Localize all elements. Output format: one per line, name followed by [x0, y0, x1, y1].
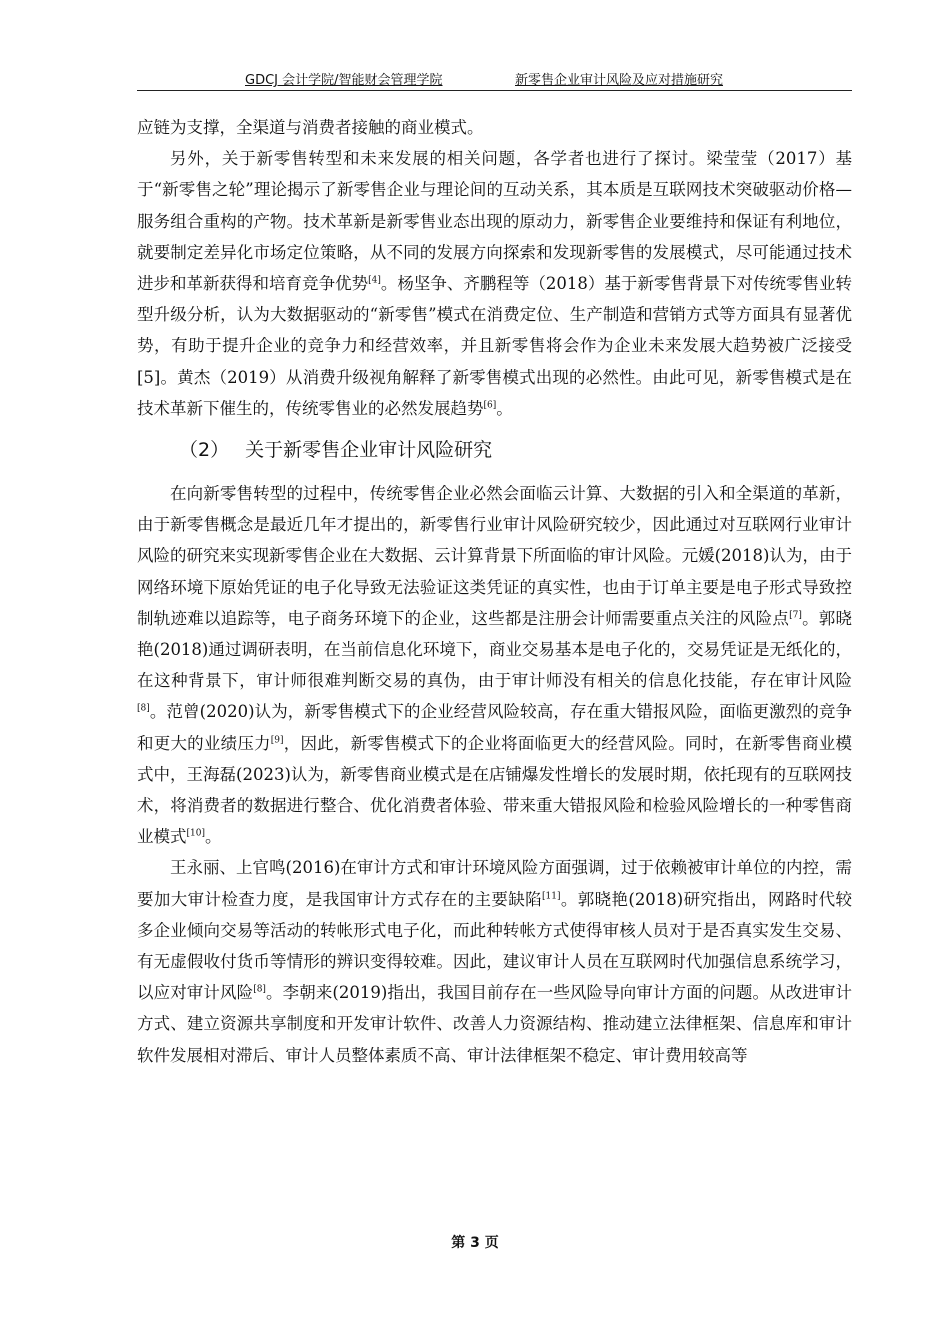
citation-10: [10]: [186, 828, 205, 839]
citation-6: [6]: [483, 400, 497, 411]
citation-11: [11]: [542, 891, 561, 902]
section-heading-number: （2）: [179, 439, 230, 462]
paragraph-3-text-2: 。郭晓艳(2018)通过调研表明，在当前信息化环境下，商业交易基本是电子化的，交易凭证是无纸化的，在这种背景下，审计师很难判断交易的真伪，由于审计师没有相关的信息化技能，存在审计风险: [137, 608, 853, 691]
paragraph-4-text-1: 王永丽、上官鸣(2016)在审计方式和审计环境风险方面强调，过于依赖被审计单位的内控，需要加大审计检查力度，是我国审计方式存在的主要缺陷: [137, 858, 852, 909]
paragraph-3-text-3: 。范曾(2020)认为，新零售模式下的企业经营风险较高，存在重大错报风险，面临更激烈的竞争和更大的业绩压力: [137, 702, 852, 753]
section-heading: [137, 436, 852, 464]
page-header: [137, 66, 852, 91]
page-number: 第 3 页: [451, 1235, 499, 1251]
paragraph-4-text-2: 。郭晓艳(2018)研究指出，网路时代较多企业倾向交易等活动的转帐形式电子化，而此种转帐方式使得审核人员对于是否真实发生交易、有无虚假收付货币等情形的辨识变得较难。因此，建议审计人员在互联网时代加强信息系统学习，以应对审计风险: [137, 889, 852, 1003]
header-paper-title: 新零售企业审计风险及应对措施研究: [515, 73, 724, 88]
paragraph-2-text-3: 。: [496, 398, 513, 418]
paragraph-2-text-2: 。杨坚争、齐鹏程等（2018）基于新零售背景下对传统零售业转型升级分析，认为大数据驱动的“新零售”模式在消费定位、生产制造和营销方式等方面具有显著优势，有助于提升企业的竞争力和经营效率，并且新零售将会作为企业未来发展大趋势被广泛接受[5]。黄杰（2019）从消费升级视角解释了新零售模式出现的必然性。由此可见，新零售模式是在技术革新下催生的，传统零售业的必然发展趋势: [137, 274, 852, 418]
citation-7: [7]: [789, 610, 802, 621]
header-institution: GDCJ 会计学院/智能财会管理学院: [245, 73, 443, 88]
citation-8b: [8]: [253, 984, 266, 995]
paragraph-2-text-1: 另外，关于新零售转型和未来发展的相关问题，各学者也进行了探讨。梁莹莹（2017）基于“新零售之轮”理论揭示了新零售企业与理论间的互动关系，其本质是互联网技术突破驱动价格—服务组合重构的产物。技术革新是新零售业态出现的原动力，新零售企业要维持和保证有利地位，就要制定差异化市场定位策略，从不同的发展方向探索和发现新零售的发展模式，尽可能通过技术进步和革新获得和培育竞争优势: [137, 149, 852, 294]
paragraph-3-text-1: 在向新零售转型的过程中，传统零售企业必然会面临云计算、大数据的引入和全渠道的革新，由于新零售概念是最近几年才提出的，新零售行业审计风险研究较少，因此通过对互联网行业审计风险的研究来实现新零售企业在大数据、云计算背景下所面临的审计风险。元媛(2018)认为，由于网络环境下原始凭证的电子化导致无法验证这类凭证的真实性，也由于订单主要是电子形式导致控制轨迹难以追踪等，电子商务环境下的企业，这些都是注册会计师需要重点关注的风险点: [137, 484, 852, 628]
citation-9: [9]: [270, 735, 284, 746]
body-text: [137, 112, 852, 1071]
paragraph-1: 应链为支撑，全渠道与消费者接触的商业模式。: [137, 118, 484, 137]
section-heading-text: 关于新零售企业审计风险研究: [245, 439, 493, 462]
paragraph-4: [137, 852, 852, 1070]
paragraph-3: [137, 478, 852, 852]
citation-8: [8]: [137, 703, 150, 714]
paragraph-3-text-4: ，因此，新零售模式下的企业将面临更大的经营风险。同时，在新零售商业模式中，王海磊(2023)认为，新零售商业模式是在店铺爆发性增长的发展时期，依托现有的互联网技术，将消费者的数据进行整合、优化消费者体验、带来重大错报风险和检验风险增长的一种零售商业模式: [137, 733, 853, 847]
paragraph-3-text-5: 。: [204, 827, 222, 847]
citation-4: [4]: [368, 275, 381, 286]
paragraph-2: [137, 143, 852, 424]
paragraph-4-text-3: 。李朝来(2019)指出，我国目前存在一些风险导向审计方面的问题。从改进审计方式、建立资源共享制度和开发审计软件、改善人力资源结构、推动建立法律框架、信息库和审计软件发展相对滞后、审计人员整体素质不高、审计法律框架不稳定、审计费用较高等: [137, 983, 853, 1065]
